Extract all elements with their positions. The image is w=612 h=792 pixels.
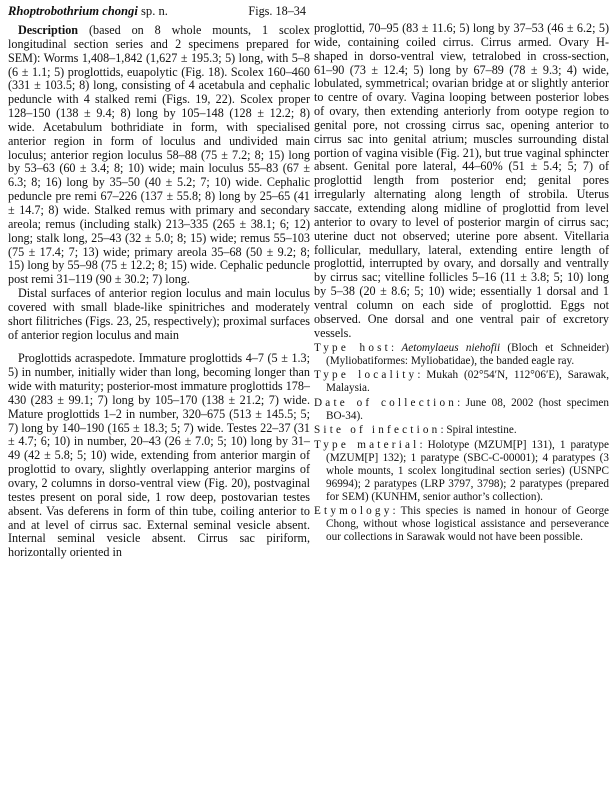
species-status: sp. n. <box>141 4 168 18</box>
type-material-entry: Type material: Holotype (MZUM[P] 131), 1 paratype (MZUM[P] 132); 1 paratype (SBC-C-00001); 4 paratypes (3 whole mounts, 1 scolex longitudinal section series) (USNPC 96994); 2 paratypes (LRP 3797, 3798); 2 paratypes (prepared for SEM) (KUNHM, senior author’s collection). <box>314 438 609 503</box>
anatomy-paragraph: proglottid, 70–95 (83 ± 11.6; 5) long by 37–53 (46 ± 6.2; 5) wide, containing coiled cirrus. Cirrus armed. Ovary H-shaped in dorso-ventral view, tetralobed in cross-section, 61–90 (73 ± 12.4; 5) long by 67–89 (78 ± 9.3; 4) wide, lobulated, symmetrical; ovarian bridge at or slightly anterior to centre of ovary. Vagina looping between posterior lobes of ovary, then extending anteriorly from ootype region to genital pore, not crossing cirrus sac, opening anterior to cirrus sac into genital atrium; muscles surrounding distal portion of vagina visible (Fig. 21), but true vaginal sphincter absent. Genital pore lateral, 44–60% (51 ± 5.4; 5; 7) of proglottid length from posterior end; genital pores irregularly alternating along length of strobila. Uterus saccate, extending along midline of proglottid from level anterior to ovary to level of posterior margin of cirrus sac; uterine duct not observed; uterine pore absent. Vitellaria follicular, medullary, lateral, extending entire length of proglottid, interrupted by ovary, and dorsally and ventrally by cirrus sac; vitelline follicles 5–16 (11 ± 3.8; 5; 10) long by 5–38 (20 ± 8.6; 5; 10) wide; essentially 1 dorsal and 1 ventral column on each side of proglottid. Eggs not observed. One dorsal and one ventral pair of excretory vessels. <box>314 21 609 340</box>
type-locality-label: Type locality <box>314 369 418 382</box>
right-column <box>314 22 609 544</box>
type-locality-text: Mukah (02°54′N, 112°06′E), Sarawak, Malaysia. <box>326 369 610 395</box>
type-material-label: Type material <box>314 438 420 451</box>
site-infection-entry: Site of infection: Spiral intestine. <box>314 424 517 437</box>
etymology-entry: Etymology: This species is named in honour of George Chong, without whose logistical assistance and perseverance our collections in Sarawak would not have been possible. <box>314 505 610 544</box>
surfaces-paragraph: Distal surfaces of anterior region loculus and main loculus covered with small blade-like spinitriches and moderately short filitriches (Figs. 23, 25, respectively); proximal surfaces of anterior region loculus and main <box>8 286 310 342</box>
date-collection-text: June 08, 2002 (host specimen BO-34). <box>326 396 609 422</box>
proglottids-paragraph: Proglottids acraspedote. Immature proglottids 4–7 (5 ± 1.3; 5) in number, initially wider than long, becoming longer than wide with maturity; posterior-most immature proglottids 178–430 (283 ± 99.1; 7) long by 105–170 (138 ± 21.2; 7) wide. Mature proglottids 1–2 in number, 320–675 (513 ± 145.5; 5; 7) long by 140–190 (165 ± 18.3; 5; 7) wide. Testes 22–37 (31 ± 4.7; 6; 10) in number, 20–43 (26 ± 7.0; 5; 10) long by 31–49 (42 ± 5.8; 5; 10) wide, extending from anterior margin of proglottid to ovary, slightly overlapping anterior margins of ovary, 2 columns in dorso-ventral view (Fig. 20), postvaginal testes present on poral side, 1 row deep, postovarian testes absent. Vas deferens in form of thin tube, coiling anterior to and at level of cirrus sac. External seminal vesicle absent. Internal seminal vesicle absent. Cirrus sac piriform, horizontally oriented in <box>8 351 310 560</box>
description-label: Description <box>18 23 79 37</box>
description-paragraph <box>8 24 310 287</box>
type-host-label: Type host <box>314 341 391 354</box>
date-collection-entry: Date of collection: June 08, 2002 (host specimen BO-34). <box>314 396 609 422</box>
etymology-label: Etymology <box>314 505 393 518</box>
species-name: Rhoptrobothrium chongi <box>8 4 138 18</box>
description-text: (based on 8 whole mounts, 1 scolex longitudinal section series and 2 specimens prepared for SEM): Worms 1,408–1,842 (1,627 ± 195.3; 5) long, with 5–8 (6 ± 1.1; 5) proglottids, euapolytic (Fig. 18). Scolex 160–460 (331 ± 103.5; 8) long, consisting of 4 acetabula and cephalic peduncle with 4 stalked remi (Figs. 19, 22). Scolex proper 128–150 (138 ± 9.4; 8) long by 105–148 (128 ± 12.2; 8) wide. Acetabulum bothridiate in form, with specialised anterior region in form of loculus and undivided main loculus; anterior region loculus 58–88 (75 ± 7.2; 8; 15) long by 53–63 (60 ± 3.4; 8; 10) wide; main loculus 55–83 (67 ± 6.3; 8; 16) long by 35–50 (40 ± 5.2; 7; 10) wide. Cephalic peduncle pre remi 67–226 (137 ± 55.8; 8) long by 25–65 (41 ± 14.7; 8) wide. Stalked remus with primary and secondary areola; remus (including stalk) 213–335 (265 ± 38.1; 6; 12) long; stalk long, 25–43 (32 ± 5.0; 8; 15) wide; remus 55–103 (75 ± 17.4; 7; 13) wide; primary areola 35–68 (50 ± 9.2; 8; 15) long by 55–98 (75 ± 12.2; 8; 15) wide. Cephalic peduncle post remi 31–119 (90 ± 30.2; 7) long. <box>8 23 310 287</box>
etymology-text: This species is named in honour of George Chong, without whose logistical assistance and perseverance our collections in Sarawak would not have been possible. <box>326 505 610 544</box>
species-title <box>8 4 168 19</box>
type-host-entry: Type host: Aetomylaeus niehofii (Bloch et Schneider) (Myliobatiformes: Myliobatidae), the banded eagle ray. <box>314 341 610 367</box>
left-column <box>8 24 310 560</box>
site-infection-text: Spiral intestine. <box>446 424 517 437</box>
figures-reference: Figs. 18–34 <box>248 4 306 18</box>
site-infection-label: Site of infection <box>314 424 441 437</box>
type-host-text: (Bloch et Schneider) (Myliobatiformes: Myliobatidae), the banded eagle ray. <box>326 341 610 367</box>
header <box>8 4 310 20</box>
type-host-species: Aetomylaeus niehofii <box>401 341 501 354</box>
type-material-text: Holotype (MZUM[P] 131), 1 paratype (MZUM[P] 132); 1 paratype (SBC-C-00001); 4 paratypes (3 whole mounts, 1 scolex longitudinal section series) (USNPC 96994); 2 paratypes (LRP 3797, 3798); 2 paratypes (prepared for SEM) (KUNHM, senior author’s collection). <box>326 438 609 503</box>
date-collection-label: Date of collection <box>314 396 458 409</box>
type-locality-entry: Type locality: Mukah (02°54′N, 112°06′E), Sarawak, Malaysia. <box>314 369 610 395</box>
